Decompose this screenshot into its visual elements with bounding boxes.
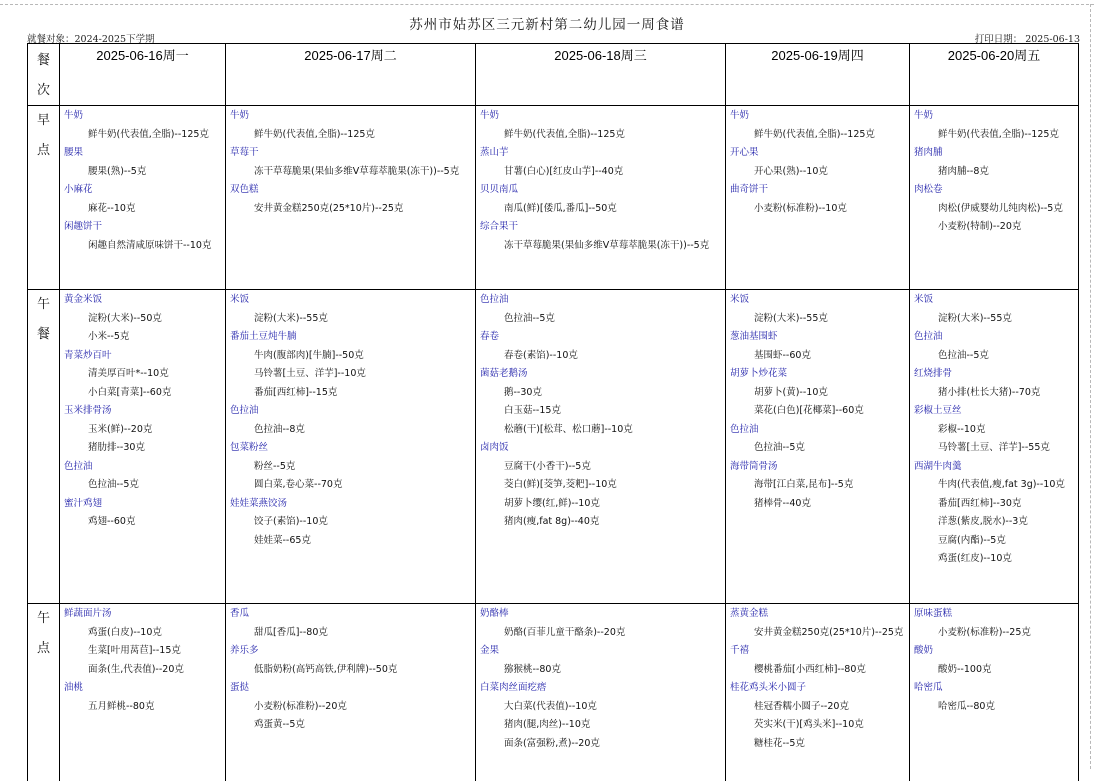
meal-column-header: [28, 44, 60, 106]
ingredient-item: 基围虾--60克: [730, 347, 909, 366]
ingredient-item: 鸡翅--60克: [64, 513, 225, 532]
dish-name: 原味蛋糕: [914, 605, 1078, 624]
ingredient-item: 色拉油--5克: [730, 439, 909, 458]
day-header-wed: 2025-06-18周三: [476, 44, 726, 106]
meal-label-char: 早: [28, 106, 59, 136]
weekly-menu-table: [27, 43, 1079, 781]
dish-name: 双色糕: [230, 181, 475, 200]
ingredient-item: 鸡蛋(红皮)--10克: [914, 550, 1078, 569]
ingredient-item: 松蘑(干)[松茸、松口蘑]--10克: [480, 421, 725, 440]
ingredient-item: 茭白(鲜)[茭笋,茭粑]--10克: [480, 476, 725, 495]
ingredient-item: 牛肉(腹部肉)[牛腩]--50克: [230, 347, 475, 366]
dish-name: 葱油基围虾: [730, 328, 909, 347]
day-header-thu: 2025-06-19周四: [726, 44, 910, 106]
ingredient-item: 淀粉(大米)--55克: [914, 310, 1078, 329]
ingredient-item: 糖桂花--5克: [730, 735, 909, 754]
ingredient-item: 猪肋排--30克: [64, 439, 225, 458]
dish-name: 酸奶: [914, 642, 1078, 661]
ingredient-item: 五月鲜桃--80克: [64, 698, 225, 717]
ingredient-item: 饺子(素馅)--10克: [230, 513, 475, 532]
menu-day-cell: [726, 106, 910, 290]
ingredient-item: 洋葱(紫皮,脱水)--3克: [914, 513, 1078, 532]
ingredient-item: 甜瓜[香瓜]--80克: [230, 624, 475, 643]
dish-name: 春卷: [480, 328, 725, 347]
ingredient-item: 娃娃菜--65克: [230, 532, 475, 551]
ingredient-item: 色拉油--5克: [914, 347, 1078, 366]
ingredient-item: 大白菜(代表值)--10克: [480, 698, 725, 717]
dish-name: 卤肉饭: [480, 439, 725, 458]
ingredient-item: 冻干草莓脆果(果仙多维V草莓萃脆果(冻干))--5克: [480, 237, 725, 256]
ingredient-item: 小麦粉(标准粉)--25克: [914, 624, 1078, 643]
menu-day-cell: [226, 106, 476, 290]
ingredient-item: 猪肉脯--8克: [914, 163, 1078, 182]
dish-name: 彩椒土豆丝: [914, 402, 1078, 421]
dish-name: 色拉油: [64, 458, 225, 477]
ingredient-item: 低脂奶粉(高钙高铁,伊利牌)--50克: [230, 661, 475, 680]
dish-name: 千禧: [730, 642, 909, 661]
menu-day-cell: [726, 290, 910, 604]
dish-name: 养乐多: [230, 642, 475, 661]
meal-label-char: 餐: [28, 320, 59, 350]
ingredient-item: 猪肉(腿,肉丝)--10克: [480, 716, 725, 735]
dish-name: 蜜汁鸡翅: [64, 495, 225, 514]
ingredient-item: 小麦粉(标准粉)--10克: [730, 200, 909, 219]
dish-name: 腰果: [64, 144, 225, 163]
ingredient-item: 鲜牛奶(代表值,全脂)--125克: [914, 126, 1078, 145]
meal-label-cell: [28, 290, 60, 604]
meal-label-char: 午: [28, 604, 59, 634]
dish-name: 米饭: [230, 291, 475, 310]
ingredient-item: 小米--5克: [64, 328, 225, 347]
dish-name: 贝贝南瓜: [480, 181, 725, 200]
ingredient-item: 冻干草莓脆果(果仙多维V草莓萃脆果(冻干))--5克: [230, 163, 475, 182]
audience-label: 就餐对象：2024-2025下学期: [27, 31, 155, 45]
dish-name: 开心果: [730, 144, 909, 163]
dish-name: 米饭: [914, 291, 1078, 310]
print-date-label: 打印日期： 2025-06-13: [975, 31, 1080, 45]
ingredient-item: 色拉油--5克: [64, 476, 225, 495]
menu-day-cell: [60, 106, 226, 290]
dish-name: 蒸黄金糕: [730, 605, 909, 624]
ingredient-item: 胡萝卜缨(红,鲜)--10克: [480, 495, 725, 514]
ingredient-item: 安井黄金糕250克(25*10片)--25克: [230, 200, 475, 219]
ingredient-item: 色拉油--5克: [480, 310, 725, 329]
ingredient-item: 番茄[西红柿]--15克: [230, 384, 475, 403]
ingredient-item: 马铃薯[土豆、洋芋]--10克: [230, 365, 475, 384]
ingredient-item: 鲜牛奶(代表值,全脂)--125克: [730, 126, 909, 145]
ingredient-item: 色拉油--8克: [230, 421, 475, 440]
ingredient-item: 小白菜[青菜]--60克: [64, 384, 225, 403]
dish-name: 肉松卷: [914, 181, 1078, 200]
dish-name: 综合果干: [480, 218, 725, 237]
menu-day-cell: [910, 604, 1079, 781]
menu-day-cell: [910, 106, 1079, 290]
dish-name: 金果: [480, 642, 725, 661]
ingredient-item: 芡实米(干)[鸡头米]--10克: [730, 716, 909, 735]
dish-name: 牛奶: [480, 107, 725, 126]
ingredient-item: 麻花--10克: [64, 200, 225, 219]
ingredient-item: 鲜牛奶(代表值,全脂)--125克: [230, 126, 475, 145]
ingredient-item: 豆腐(内酯)--5克: [914, 532, 1078, 551]
page-edge-top: [0, 4, 1094, 5]
meal-header-char: 次: [28, 75, 59, 105]
ingredient-item: 奶酪(百菲儿童干酪条)--20克: [480, 624, 725, 643]
ingredient-item: 猪小排(杜长大猪)--70克: [914, 384, 1078, 403]
ingredient-item: 玉米(鲜)--20克: [64, 421, 225, 440]
ingredient-item: 淀粉(大米)--55克: [730, 310, 909, 329]
dish-name: 胡萝卜炒花菜: [730, 365, 909, 384]
dish-name: 猪肉脯: [914, 144, 1078, 163]
ingredient-item: 哈密瓜--80克: [914, 698, 1078, 717]
ingredient-item: 鲜牛奶(代表值,全脂)--125克: [480, 126, 725, 145]
dish-name: 米饭: [730, 291, 909, 310]
dish-name: 牛奶: [230, 107, 475, 126]
menu-day-cell: [726, 604, 910, 781]
ingredient-item: 豆腐干(小香干)--5克: [480, 458, 725, 477]
ingredient-item: 鹅--30克: [480, 384, 725, 403]
meal-label-char: 点: [28, 634, 59, 664]
menu-day-cell: [476, 290, 726, 604]
dish-name: 奶酪棒: [480, 605, 725, 624]
dish-name: 青菜炒百叶: [64, 347, 225, 366]
dish-name: 小麻花: [64, 181, 225, 200]
dish-name: 色拉油: [230, 402, 475, 421]
meal-row-lunch: [28, 290, 1079, 604]
ingredient-item: 彩椒--10克: [914, 421, 1078, 440]
ingredient-item: 开心果(熟)--10克: [730, 163, 909, 182]
menu-day-cell: [226, 604, 476, 781]
ingredient-item: 肉松(伊威婴幼儿纯肉松)--5克: [914, 200, 1078, 219]
ingredient-item: 面条(富强粉,煮)--20克: [480, 735, 725, 754]
dish-name: 色拉油: [730, 421, 909, 440]
ingredient-item: 清美厚百叶*--10克: [64, 365, 225, 384]
ingredient-item: 鸡蛋黄--5克: [230, 716, 475, 735]
ingredient-item: 圆白菜,卷心菜--70克: [230, 476, 475, 495]
ingredient-item: 海带[江白菜,昆布]--5克: [730, 476, 909, 495]
dish-name: 油桃: [64, 679, 225, 698]
ingredient-item: 甘薯(白心)[红皮山芋]--40克: [480, 163, 725, 182]
ingredient-item: 南瓜(鲜)[倭瓜,番瓜]--50克: [480, 200, 725, 219]
dish-name: 娃娃菜燕饺汤: [230, 495, 475, 514]
menu-day-cell: [910, 290, 1079, 604]
header-row: [28, 44, 1079, 106]
ingredient-item: 鸡蛋(白皮)--10克: [64, 624, 225, 643]
dish-name: 蒸山芋: [480, 144, 725, 163]
ingredient-item: 樱桃番茄[小西红柿]--80克: [730, 661, 909, 680]
ingredient-item: 安井黄金糕250克(25*10片)--25克: [730, 624, 909, 643]
ingredient-item: 番茄[西红柿]--30克: [914, 495, 1078, 514]
dish-name: 牛奶: [730, 107, 909, 126]
meal-row-breakfast: [28, 106, 1079, 290]
ingredient-item: 猕猴桃--80克: [480, 661, 725, 680]
dish-name: 牛奶: [64, 107, 225, 126]
ingredient-item: 淀粉(大米)--55克: [230, 310, 475, 329]
ingredient-item: 白玉菇--15克: [480, 402, 725, 421]
dish-name: 西湖牛肉羹: [914, 458, 1078, 477]
dish-name: 牛奶: [914, 107, 1078, 126]
dish-name: 白菜肉丝面疙瘩: [480, 679, 725, 698]
dish-name: 色拉油: [480, 291, 725, 310]
meal-label-char: 午: [28, 290, 59, 320]
ingredient-item: 鲜牛奶(代表值,全脂)--125克: [64, 126, 225, 145]
ingredient-item: 酸奶--100克: [914, 661, 1078, 680]
dish-name: 香瓜: [230, 605, 475, 624]
ingredient-item: 春卷(素馅)--10克: [480, 347, 725, 366]
dish-name: 海带筒骨汤: [730, 458, 909, 477]
dish-name: 蛋挞: [230, 679, 475, 698]
ingredient-item: 猪棒骨--40克: [730, 495, 909, 514]
ingredient-item: 小麦粉(特制)--20克: [914, 218, 1078, 237]
meal-row-afternoon-snack: [28, 604, 1079, 781]
menu-day-cell: [476, 106, 726, 290]
day-header-tue: 2025-06-17周二: [226, 44, 476, 106]
dish-name: 草莓干: [230, 144, 475, 163]
dish-name: 番茄土豆炖牛腩: [230, 328, 475, 347]
meal-label-char: 点: [28, 136, 59, 166]
menu-day-cell: [476, 604, 726, 781]
dish-name: 包菜粉丝: [230, 439, 475, 458]
meal-header-char: 餐: [28, 45, 59, 75]
ingredient-item: 小麦粉(标准粉)--20克: [230, 698, 475, 717]
day-header-fri: 2025-06-20周五: [910, 44, 1079, 106]
day-header-mon: 2025-06-16周一: [60, 44, 226, 106]
dish-name: 玉米排骨汤: [64, 402, 225, 421]
menu-day-cell: [226, 290, 476, 604]
page-edge-right: [1090, 4, 1091, 769]
ingredient-item: 菜花(白色)[花椰菜]--60克: [730, 402, 909, 421]
ingredient-item: 面条(生,代表值)--20克: [64, 661, 225, 680]
page-title: 苏州市姑苏区三元新村第二幼儿园一周食谱: [0, 13, 1094, 33]
dish-name: 鲜蔬面片汤: [64, 605, 225, 624]
dish-name: 哈密瓜: [914, 679, 1078, 698]
dish-name: 菌菇老鹅汤: [480, 365, 725, 384]
dish-name: 闲趣饼干: [64, 218, 225, 237]
ingredient-item: 马铃薯[土豆、洋芋]--55克: [914, 439, 1078, 458]
meal-label-cell: [28, 604, 60, 781]
meal-label-cell: [28, 106, 60, 290]
ingredient-item: 腰果(熟)--5克: [64, 163, 225, 182]
ingredient-item: 闲趣自然清咸原味饼干--10克: [64, 237, 225, 256]
ingredient-item: 生菜[叶用莴苣]--15克: [64, 642, 225, 661]
ingredient-item: 桂冠香糯小圆子--20克: [730, 698, 909, 717]
dish-name: 曲奇饼干: [730, 181, 909, 200]
ingredient-item: 粉丝--5克: [230, 458, 475, 477]
ingredient-item: 胡萝卜(黄)--10克: [730, 384, 909, 403]
ingredient-item: 牛肉(代表值,瘦,fat 3g)--10克: [914, 476, 1078, 495]
dish-name: 红烧排骨: [914, 365, 1078, 384]
menu-day-cell: [60, 290, 226, 604]
dish-name: 黄金米饭: [64, 291, 225, 310]
menu-day-cell: [60, 604, 226, 781]
ingredient-item: 猪肉(瘦,fat 8g)--40克: [480, 513, 725, 532]
ingredient-item: 淀粉(大米)--50克: [64, 310, 225, 329]
dish-name: 桂花鸡头米小圆子: [730, 679, 909, 698]
dish-name: 色拉油: [914, 328, 1078, 347]
